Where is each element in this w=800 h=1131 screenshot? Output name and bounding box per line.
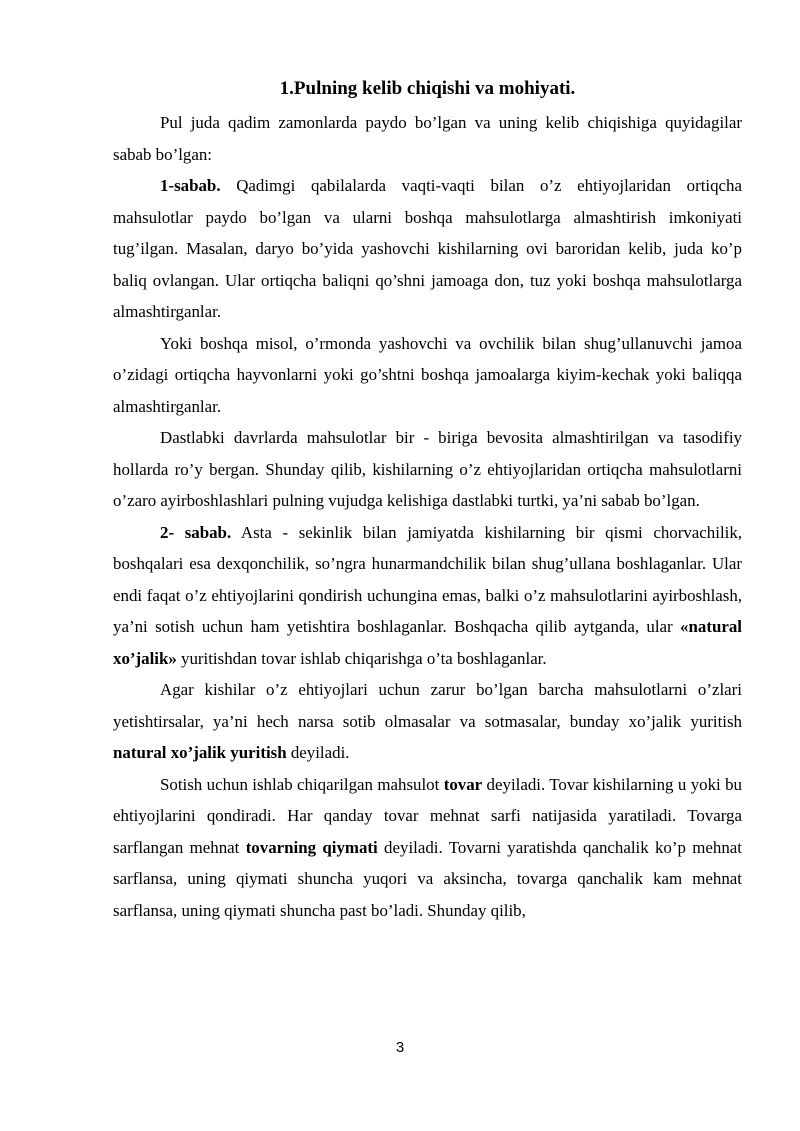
paragraph-text: Yoki boshqa misol, o’rmonda yashovchi va ovchilik bilan shug’ullanuvchi jamoa o’zidagi ortiqcha hayvonlarni yoki go’shtni boshqa jamoalarga kiyim-kechak yoki baliqqa almashtirganlar.	[113, 333, 742, 416]
paragraph-text: Dastlabki davrlarda mahsulotlar bir - biriga bevosita almashtirilgan va tasodifiy hollarda ro’y bergan. Shunday qilib, kishilarning o’z ehtiyojlaridan ortiqcha mahsulotlarni o’zaro ayirboshlashlari pulning vujudga kelishiga dastlabki turtki, ya’ni sabab bo’lgan.	[113, 428, 742, 510]
paragraph-text: deyiladi. Tovar kishilarning u yoki bu ehtiyojlarini qondiradi. Har qanday tovar mehnat sarfi natijasida yaratiladi. Tovarga sarflangan mehnat	[113, 774, 743, 857]
bold-term: «natural xo’jalik»	[113, 617, 742, 668]
bold-term: 1-sabab.	[160, 176, 221, 195]
paragraph-text: deyiladi.	[286, 743, 350, 762]
paragraph	[113, 170, 742, 328]
bold-term: tovarning qiymati	[245, 837, 378, 857]
paragraph-text: Sotish uchun ishlab chiqarilgan mahsulot	[160, 774, 444, 794]
document-page	[113, 76, 742, 926]
paragraph	[113, 328, 742, 423]
section-title: 1.Pulning kelib chiqishi va mohiyati.	[279, 78, 576, 99]
bold-term: natural xo’jalik yuritish	[113, 743, 287, 762]
page-number: 3	[395, 1039, 405, 1056]
paragraph	[113, 517, 742, 675]
paragraph-text: Pul juda qadim zamonlarda paydo bo’lgan va uning kelib chiqishiga quyidagilar sabab bo’lgan:	[113, 113, 742, 164]
paragraph-text: Asta - sekinlik bilan jamiyatda kishilarning bir qismi chorvachilik, boshqalari esa dexqonchilik, so’ngra hunarmandchilik bilan shug’ullana boshlaganlar. Ular endi faqat o’z ehtiyojlarini qondirish uchungina emas, balki o’z mahsulotlarini ayirboshlash, ya’ni sotish uchun ham yetishtira boshlaganlar. Boshqacha qilib aytganda, ular	[113, 522, 742, 636]
paragraph-text: yuritishdan tovar ishlab chiqarishga o’ta boshlaganlar.	[176, 648, 547, 668]
bold-term: tovar	[443, 774, 483, 794]
paragraph-text: deyiladi. Tovarni yaratishda qanchalik ko’p mehnat sarflansa, uning qiymati shuncha yuqori va aksincha, tovarga qanchalik kam mehnat sarflansa, uning qiymati shuncha past bo’ladi. Shunday qilib,	[113, 837, 742, 920]
paragraph	[113, 422, 742, 517]
paragraph	[113, 674, 742, 769]
paragraph	[113, 769, 742, 927]
paragraph	[113, 107, 742, 170]
body-text	[113, 107, 742, 926]
bold-term: 2- sabab.	[160, 522, 232, 542]
paragraph-text: Agar kishilar o’z ehtiyojlari uchun zarur bo’lgan barcha mahsulotlarni o’zlari yetishtirsalar, ya’ni hech narsa sotib olmasalar va sotmasalar, bunday xo’jalik yuritish	[113, 680, 742, 731]
paragraph-text: Qadimgi qabilalarda vaqti-vaqti bilan o’z ehtiyojlaridan ortiqcha mahsulotlar paydo bo’lgan va ularni boshqa mahsulotlarga almashtirish imkoniyati tug’ilgan. Masalan, daryo bo’yida yashovchi kishilarning ovi baroridan kelib, juda ko’p baliq ovlangan. Ular ortiqcha baliqni qo’shni jamoaga don, tuz yoki boshqa mahsulotlarga almashtirganlar.	[113, 176, 742, 321]
